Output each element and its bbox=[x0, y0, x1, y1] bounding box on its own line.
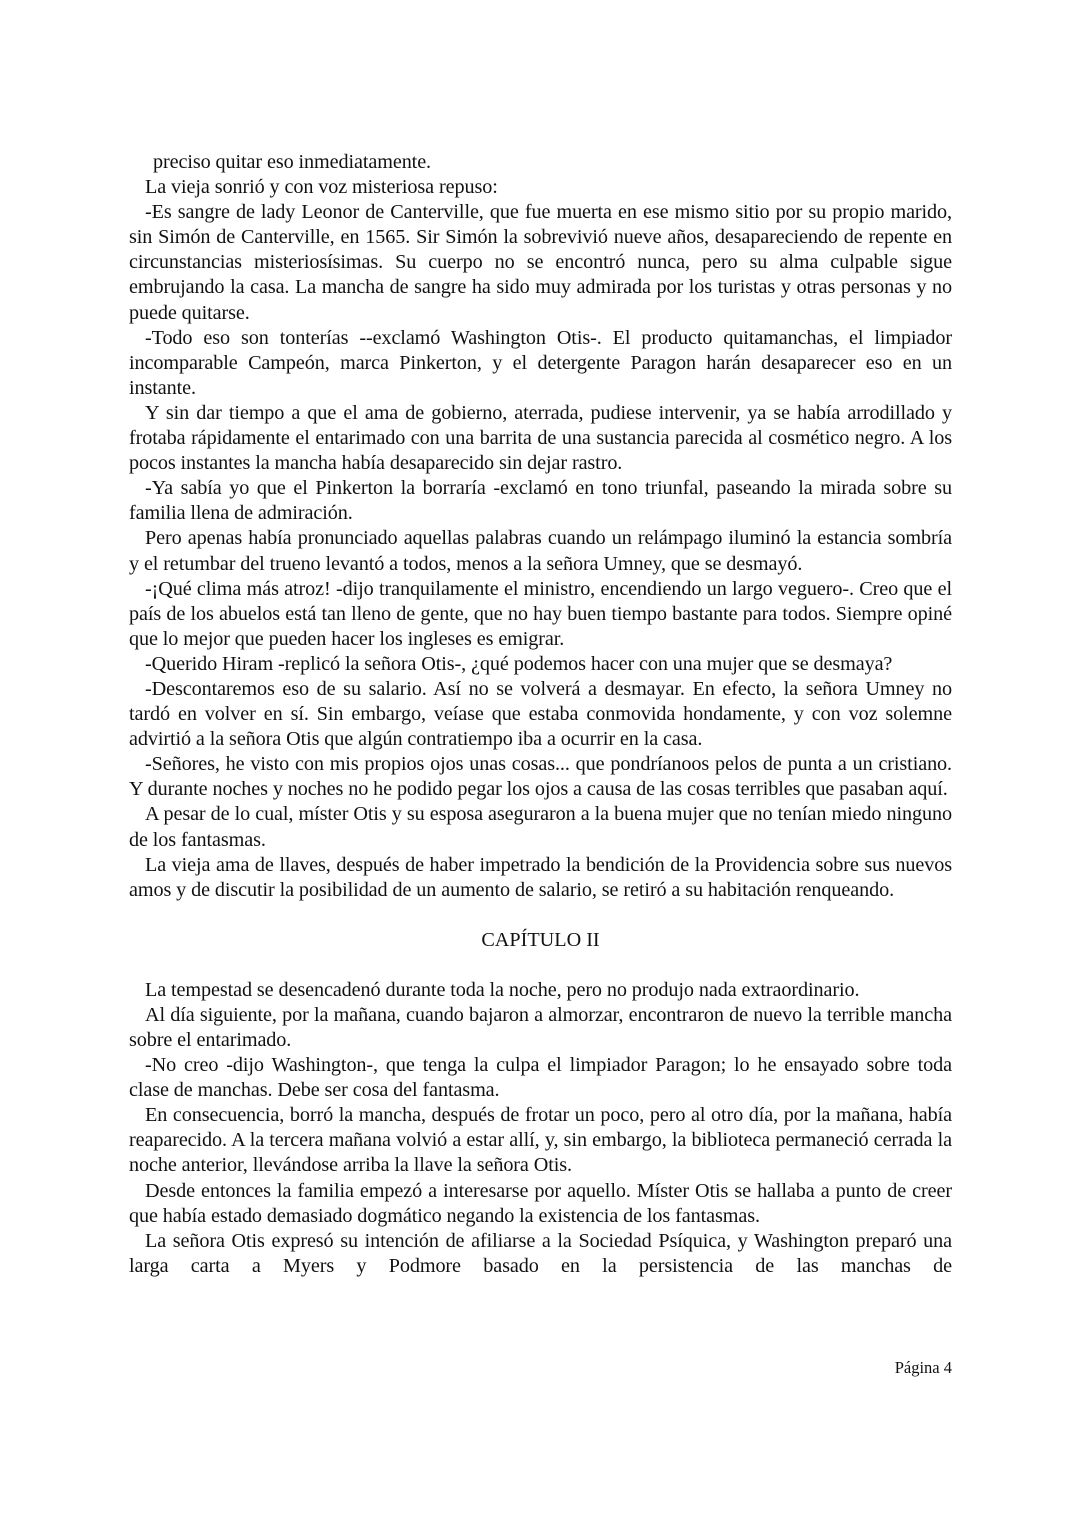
paragraph: La vieja ama de llaves, después de haber impetrado la bendición de la Providencia sobre sus nuevos amos y de discutir la posibilidad de un aumento de salario, se retiró a su habitación renqueando. bbox=[129, 853, 952, 901]
paragraph: En consecuencia, borró la mancha, después de frotar un poco, pero al otro día, por la mañana, había reaparecido. A la tercera mañana volvió a estar allí, y, sin embargo, la biblioteca permaneció cerrada la noche anterior, llevándose arriba la llave la señora Otis. bbox=[129, 1104, 952, 1177]
paragraph: Y sin dar tiempo a que el ama de gobierno, aterrada, pudiese intervenir, ya se había arrodillado y frotaba rápidamente el entarimado con una barrita de una sustancia parecida al cosmético negro. A los pocos instantes la mancha había desaparecido sin dejar rastro. bbox=[129, 401, 952, 475]
paragraph: A pesar de lo cual, míster Otis y su esposa aseguraron a la buena mujer que no tenían miedo ninguno de los fantasmas. bbox=[129, 803, 952, 851]
paragraph: La tempestad se desencadenó durante toda la noche, pero no produjo nada extraordinario. bbox=[145, 978, 860, 1001]
chapter-heading: CAPÍTULO II bbox=[481, 928, 600, 951]
page-number: Página 4 bbox=[894, 1358, 952, 1377]
paragraph: La señora Otis expresó su intención de afiliarse a la Sociedad Psíquica, y Washington preparó una larga carta a Myers y Podmore basado en la persistencia de las manchas de bbox=[129, 1229, 952, 1277]
paragraph: Pero apenas había pronunciado aquellas palabras cuando un relámpago iluminó la estancia sombría y el retumbar del trueno levantó a todos, menos a la señora Umney, que se desmayó. bbox=[129, 527, 952, 575]
paragraph: -Señores, he visto con mis propios ojos unas cosas... que pondríanoos pelos de punta a un cristiano. Y durante noches y noches no he podido pegar los ojos a causa de las cosas terribles que pasaban aquí. bbox=[129, 753, 952, 801]
paragraph: Desde entonces la familia empezó a interesarse por aquello. Míster Otis se hallaba a punto de creer que había estado demasiado dogmático negando la existencia de los fantasmas. bbox=[129, 1179, 952, 1227]
paragraph: -Es sangre de lady Leonor de Canterville, que fue muerta en ese mismo sitio por su propio marido, sin Simón de Canterville, en 1565. Sir Simón la sobrevivió nueve años, desapareciendo de repente en circunstancias misteriosísimas. Su cuerpo no se encontró nunca, pero su alma culpable sigue embrujando la casa. La mancha de sangre ha sido muy admirada por los turistas y otras personas y no puede quitarse. bbox=[129, 201, 952, 324]
paragraph: Al día siguiente, por la mañana, cuando bajaron a almorzar, encontraron de nuevo la terrible mancha sobre el entarimado. bbox=[129, 1003, 952, 1051]
paragraph: -Ya sabía yo que el Pinkerton la borraría -exclamó en tono triunfal, paseando la mirada sobre su familia llena de admiración. bbox=[129, 477, 952, 525]
paragraph: preciso quitar eso inmediatamente. bbox=[153, 151, 432, 173]
document-page bbox=[129, 150, 952, 1279]
paragraph: -No creo -dijo Washington-, que tenga la culpa el limpiador Paragon; lo he ensayado sobre toda clase de manchas. Debe ser cosa del fantasma. bbox=[129, 1054, 952, 1102]
paragraph: La vieja sonrió y con voz misteriosa repuso: bbox=[145, 176, 498, 199]
paragraph: -¡Qué clima más atroz! -dijo tranquilamente el ministro, encendiendo un largo veguero-. Creo que el país de los abuelos está tan lleno de gente, que no hay buen tiempo bastante para todos. Siempre opiné que lo mejor que pueden hacer los ingleses es emigrar. bbox=[129, 577, 952, 650]
paragraph: -Querido Hiram -replicó la señora Otis-, ¿qué podemos hacer con una mujer que se desmaya? bbox=[145, 652, 893, 675]
paragraph: -Todo eso son tonterías --exclamó Washington Otis-. El producto quitamanchas, el limpiador incomparable Campeón, marca Pinkerton, y el detergente Paragon harán desaparecer eso en un instante. bbox=[129, 326, 952, 399]
paragraph: -Descontaremos eso de su salario. Así no se volverá a desmayar. En efecto, la señora Umney no tardó en volver en sí. Sin embargo, veíase que estaba conmovida hondamente, y con voz solemne advirtió a la señora Otis que algún contratiempo iba a ocurrir en la casa. bbox=[129, 677, 952, 751]
